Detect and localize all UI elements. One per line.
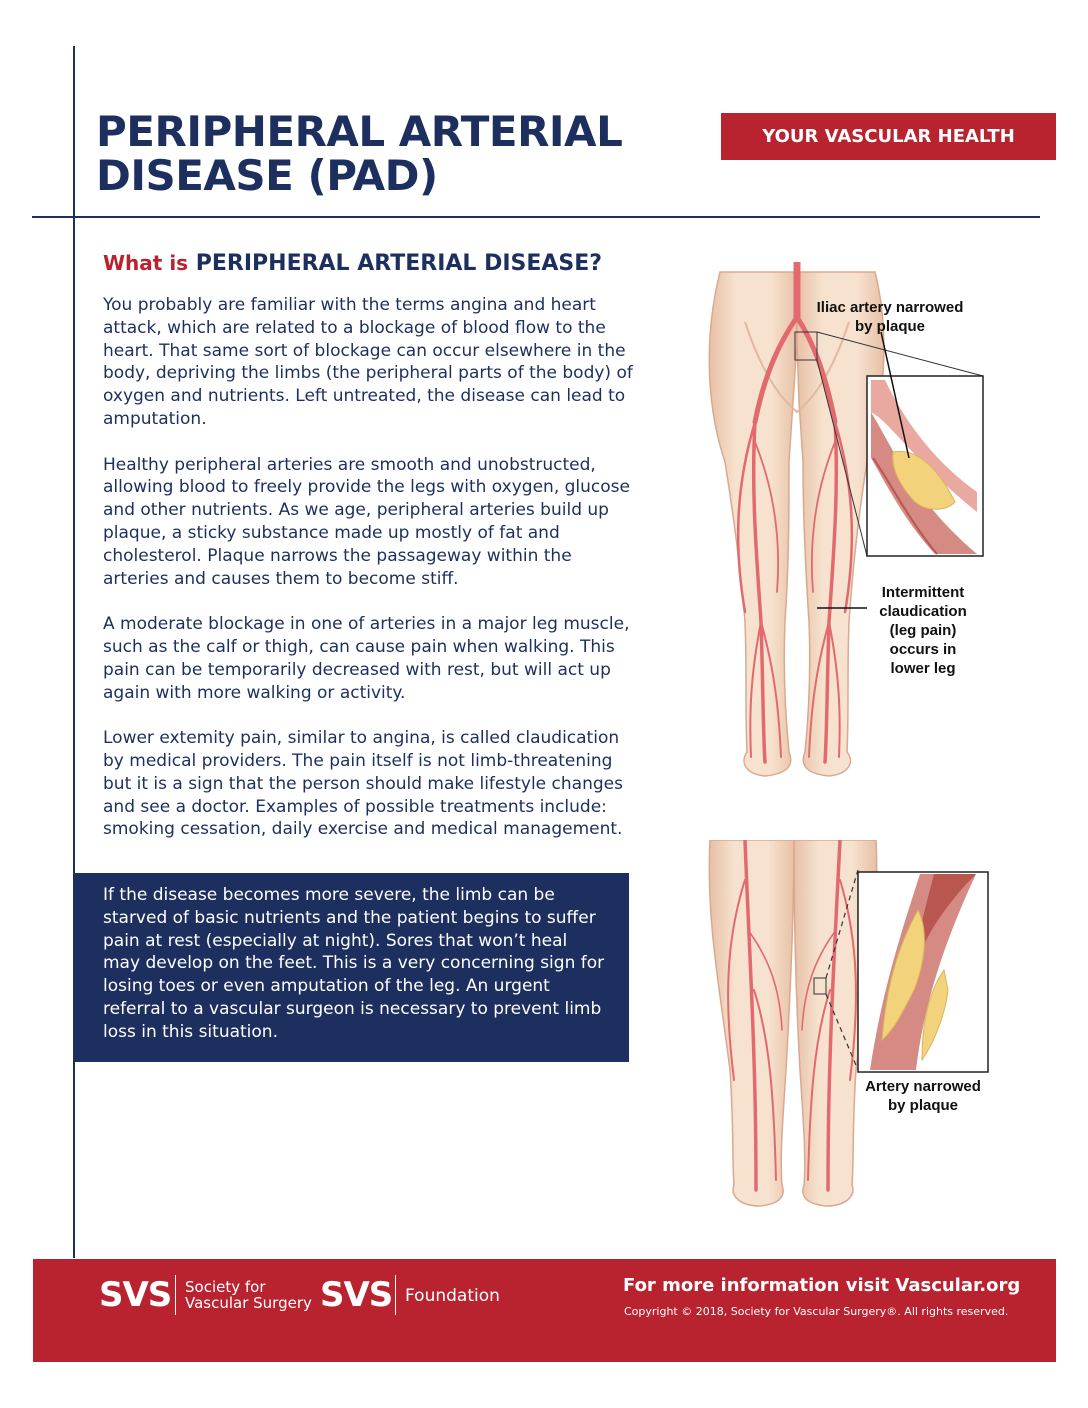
org-name-foundation: Foundation xyxy=(405,1286,500,1306)
more-info-link[interactable]: For more information visit Vascular.org xyxy=(623,1275,1021,1296)
title-line-1: PERIPHERAL ARTERIAL xyxy=(96,107,623,156)
org-name-society xyxy=(185,1279,312,1311)
label-claud-line-4: occurs in xyxy=(889,641,957,658)
iliac-inset xyxy=(867,376,983,556)
left-rule xyxy=(73,46,75,1258)
footer-bar xyxy=(33,1259,1056,1362)
label-claudication xyxy=(868,583,978,678)
artery-inset xyxy=(858,872,988,1072)
callout-box xyxy=(75,873,629,1062)
page-title xyxy=(96,107,623,200)
copyright-text: Copyright © 2018, Society for Vascular Surgery®. All rights reserved. xyxy=(624,1305,1009,1318)
callout-text: If the disease becomes more severe, the limb can be starved of basic nutrients and the patient begins to suffer pain at rest (especially at night). Sores that won’t heal may develop on the feet. This is a very concerning sign for losing toes or even amputation of the leg. An urgent referral to a vascular surgeon is necessary to prevent limb loss in this situation. xyxy=(103,885,605,1042)
heading-main: PERIPHERAL ARTERIAL DISEASE? xyxy=(195,251,603,276)
label-claud-line-1: Intermittent xyxy=(881,584,965,601)
legs-illustration-bottom xyxy=(690,840,995,1210)
label-claud-line-2: claudication xyxy=(879,603,967,620)
legs-illustration-top xyxy=(685,262,995,782)
org-society-line-2: Vascular Surgery xyxy=(185,1294,312,1312)
paragraph-1: You probably are familiar with the terms angina and heart attack, which are related to a blockage of blood flow to the heart. That same sort of blockage can occur elsewhere in the body, depriving the limbs (the peripheral parts of the body) of oxygen and nutrients. Left untreated, the disease can lead to amputation. xyxy=(103,295,633,429)
paragraph-2: Healthy peripheral arteries are smooth and unobstructed, allowing blood to freely provide the legs with oxygen, glucose and other nutrients. As we age, peripheral arteries build up plaque, a sticky substance made up mostly of fat and cholesterol. Plaque narrows the passageway within the arteries and causes them to become stiff. xyxy=(103,454,630,589)
label-claud-line-3: (leg pain) xyxy=(889,622,957,639)
paragraph-4: Lower extemity pain, similar to angina, is called claudication by medical providers. The pain itself is not limb-threatening but it is a sign that the person should make lifestyle changes and see a doctor. Examples of possible treatments include: smoking cessation, daily exercise and medical management. xyxy=(103,728,623,840)
label-iliac-line-2: by plaque xyxy=(854,318,925,335)
label-iliac xyxy=(800,298,980,336)
logo-divider-2 xyxy=(395,1275,396,1315)
label-iliac-line-1: Iliac artery narrowed xyxy=(816,299,964,316)
label-artery-line-1: Artery narrowed xyxy=(865,1078,981,1095)
svs-logo-2: SVS xyxy=(320,1275,393,1315)
label-artery xyxy=(853,1077,993,1115)
org-society-line-1: Society for xyxy=(185,1278,266,1296)
header-rule xyxy=(32,216,1040,218)
heading-prefix: What is xyxy=(103,251,189,275)
series-tag: YOUR VASCULAR HEALTH xyxy=(721,113,1056,160)
title-line-2: DISEASE (PAD) xyxy=(96,151,438,200)
logo-divider-1 xyxy=(175,1275,176,1315)
leg-left-shape xyxy=(709,272,797,776)
svs-logo-1: SVS xyxy=(99,1275,172,1315)
section-heading xyxy=(103,248,602,279)
label-artery-line-2: by plaque xyxy=(887,1097,958,1114)
label-claud-line-5: lower leg xyxy=(890,660,956,677)
body-text xyxy=(103,294,633,864)
paragraph-3: A moderate blockage in one of arteries in a major leg muscle, such as the calf or thigh, can cause pain when walking. This pain can be temporarily decreased with rest, but will act up again with more walking or activity. xyxy=(103,614,630,703)
